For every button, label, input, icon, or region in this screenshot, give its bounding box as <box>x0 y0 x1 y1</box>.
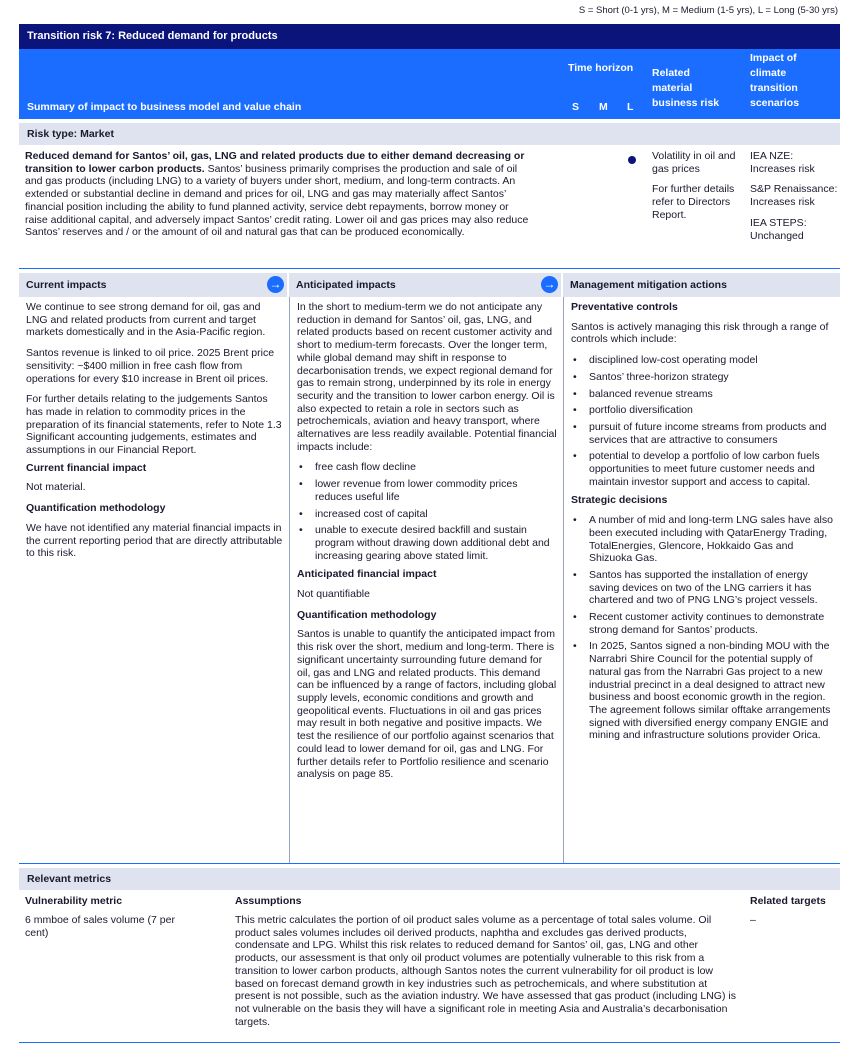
header-summary: Summary of impact to business model and value chain <box>27 101 302 113</box>
long-horizon-marker <box>628 156 636 164</box>
assumptions-text: This metric calculates the portion of oil product sales volume as a percentage of total sales volume. Oil product sales volumes includes oil derived products, naphtha and excludes gas derived products, condensate and LPG. Whilst this risk relates to reduced demand for Santos’ oil, gas, LNG and other products, our assessment is that only oil product volumes are potentially vulnerable to this risk from a transition to lower carbon products, although Santos notes the current vulnerability for oil product is low based on forecast demand growth in key industries such as petrochemicals, and where substitution at present is not possible, such as the aviation industry. We have assessed that gas product (including LNG) is not vulnerable on the basis they will have a significant role in meeting Asia and Australia’s decarbonisation targets. <box>235 914 736 1028</box>
list-item: • increased cost of capital <box>297 508 557 521</box>
current-financial-impact-value: Not material. <box>26 481 86 494</box>
strategic-decisions-list <box>571 514 834 742</box>
mitigation-column: Preventative controls Santos is actively managing this risk through a range of controls which include: • disciplined low-cost operating model • Santos’ three-horizon strategy • balanced revenue streams • portfolio diversification • pursuit of future income streams from products and services that are attractive to consumers • potential to develop a portfolio of low carbon fuels opportunities to meet future customer needs and maintain investor support and access to capital. Strategic decisions • A number of mid and long-term LNG sales have also been executed including with QatarEnergy Trading, TotalEnergies, Glencore, Hokkaido Gas and Shizuoka Gas. • Santos has supported the installation of energy saving devices on two of the LNG carriers it has chartered and two of PNG LNG’s project vessels. • Recent customer activity continues to demonstrate strong demand for Santos’ products. • In 2025, Santos signed a non-binding MOU with the Narrabri Shire Council for the potential supply of natural gas from the Narrabri Gas project to a new industrial precinct in a deal designed to attract new business and boost economic growth in the region. The agreement follows similar offtake arrangements signed with diversified energy company ENGIE and mining and infrastructure solutions provider Orica. <box>563 297 840 863</box>
list-item: • pursuit of future income streams from products and services that are attractive to consumers <box>571 421 834 446</box>
arrow-right-icon: → <box>267 276 284 293</box>
list-item: • potential to develop a portfolio of low carbon fuels opportunities to meet future customer needs and maintain investor support and access to capital. <box>571 450 834 488</box>
header-long: L <box>627 101 634 113</box>
quantification-heading: Quantification methodology <box>26 502 166 515</box>
related-targets-heading: Related targets <box>750 895 826 907</box>
list-item: • lower revenue from lower commodity prices reduces useful life <box>297 478 557 503</box>
list-item: • disciplined low-cost operating model <box>571 354 834 367</box>
impact-columns-header <box>19 273 840 297</box>
header-medium: M <box>599 101 608 113</box>
risk-summary-text: Reduced demand for Santos’ oil, gas, LNG and related products due to either demand decreasing or transition to lower carbon products. Santos’ business primarily comprises the production and sale of oil and gas products (including LNG) to a variety of buyers under short, medium, and long-term contracts. An extended or substantial decline in demand and prices for oil, LNG and gas may materially affect Santos’ financial position including the ability to fund planned activity, service debt repayments, borrow money or raise additional capital, and adversely impact Santos’ credit rating. Lower oil and gas prices may also reduce Santos’ reserves and / or the amount of oil and natural gas that can be produced economically. <box>25 150 529 239</box>
table-header <box>19 49 840 119</box>
related-risk-cell: Volatility in oil and gas prices For further details refer to Directors Report. <box>652 150 736 221</box>
mitigation-header: Management mitigation actions <box>563 273 840 297</box>
scenario-impact-cell: IEA NZE: Increases risk S&P Renaissance: Increases risk IEA STEPS: Unchanged <box>750 150 838 242</box>
list-item: • free cash flow decline <box>297 461 557 474</box>
header-time-horizon: Time horizon <box>568 62 634 74</box>
list-item: • Recent customer activity continues to demonstrate strong demand for Santos’ products. <box>571 611 834 636</box>
header-short: S <box>572 101 580 113</box>
preventative-controls-heading: Preventative controls <box>571 301 678 313</box>
horizon-legend: S = Short (0-1 yrs), M = Medium (1-5 yrs), L = Long (5-30 yrs) <box>578 5 838 16</box>
preventative-controls-list <box>571 354 834 488</box>
relevant-metrics-header: Relevant metrics <box>19 868 840 890</box>
anticipated-financial-impact-heading: Anticipated financial impact <box>297 568 437 581</box>
vulnerability-metric-heading: Vulnerability metric <box>25 895 123 907</box>
relevant-metrics-row <box>19 890 840 1043</box>
current-impacts-header: Current impacts → <box>19 273 287 297</box>
header-impact-scenarios: Impact of climate transition scenarios <box>750 52 800 109</box>
list-item: • unable to execute desired backfill and sustain program without drawing down additional debt and increasing gearing above stated limit. <box>297 524 557 562</box>
arrow-right-icon: → <box>541 276 558 293</box>
strategic-decisions-heading: Strategic decisions <box>571 494 668 507</box>
list-item: • portfolio diversification <box>571 404 834 417</box>
anticipated-impacts-column: In the short to medium-term we do not anticipate any reduction in demand for Santos’ oil, gas, LNG, and related products based on recent customer activity and short to medium-term forecasts. Over the longer term, while global demand may shift in response to decarbonisation trends, we expect regional demand for gas to remain strong, underpinned by its role in energy security and the transition to lower carbon energy. Oil is also expected to retain a role in sectors such as petrochemicals, aviation and heavy transport, where alternatives are less readily available. Potential financial impacts include: • free cash flow decline • lower revenue from lower commodity prices reduces useful life • increased cost of capital • unable to execute desired backfill and sustain program without drawing down additional debt and increasing gearing above stated limit. Anticipated financial impact Not quantifiable Quantification methodology Santos is unable to quantify the anticipated impact from this risk over the short, medium and long-term. There is significant uncertainty surrounding future demand for oil, gas and LNG and related products. This demand can be influenced by a range of factors, including global supply levels, economic conditions and growth and geopolitical events. Fluctuations in oil and gas prices may result in both negative and positive impacts. We test the resilience of our portfolio against scenarios that could lead to lower demand for oil, gas and LNG. For further details refer to Portfolio resilience and scenario analysis on page 85. <box>289 297 563 863</box>
list-item: • balanced revenue streams <box>571 388 834 401</box>
risk-type-row: Risk type: Market <box>19 123 840 145</box>
quantification-heading: Quantification methodology <box>297 608 437 621</box>
risk-summary-row <box>19 145 840 269</box>
impact-columns <box>19 297 840 864</box>
list-item: • Santos’ three-horizon strategy <box>571 371 834 384</box>
header-related-risk: Related material business risk <box>652 67 720 109</box>
current-impacts-column: We continue to see strong demand for oil, gas and LNG and related products from current and target markets domestically and in the Asia-Pacific region. Santos revenue is linked to oil price. 2025 Brent price sensitivity: ~$400 million in free cash flow from operations for every $10 increase in Brent oil prices. For further details relating to the judgements Santos has made in relation to commodity prices in the preparation of its financial statements, refer to Note 1.3 Significant accounting judgements, estimates and assumptions in our Financial Report. Current financial impact Not material. Quantification methodology We have not identified any material financial impacts in the current reporting period that are directly attributable to this risk. <box>26 301 283 560</box>
anticipated-impacts-header: Anticipated impacts → <box>289 273 561 297</box>
related-targets-value: – <box>750 914 756 926</box>
current-financial-impact-heading: Current financial impact <box>26 461 147 474</box>
table-title: Transition risk 7: Reduced demand for products <box>19 24 840 49</box>
vulnerability-metric-value: 6 mmboe of sales volume (7 per cent) <box>25 914 175 939</box>
list-item: • A number of mid and long-term LNG sales have also been executed including with QatarEnergy Trading, TotalEnergies, Glencore, Hokkaido Gas and Shizuoka Gas. <box>571 514 834 565</box>
risk-table <box>19 24 840 1043</box>
assumptions-heading: Assumptions <box>235 895 302 907</box>
list-item: • In 2025, Santos signed a non-binding MOU with the Narrabri Shire Council for the potential supply of natural gas from the Narrabri Gas project to a new industrial precinct in a deal designed to attract new business and boost economic growth in the region. The agreement follows similar offtake arrangements signed with diversified energy company ENGIE and mining and infrastructure solutions provider Orica. <box>571 640 834 742</box>
list-item: • Santos has supported the installation of energy saving devices on two of the LNG carriers it has chartered and two of PNG LNG’s project vessels. <box>571 569 834 607</box>
anticipated-impacts-list <box>297 461 557 562</box>
